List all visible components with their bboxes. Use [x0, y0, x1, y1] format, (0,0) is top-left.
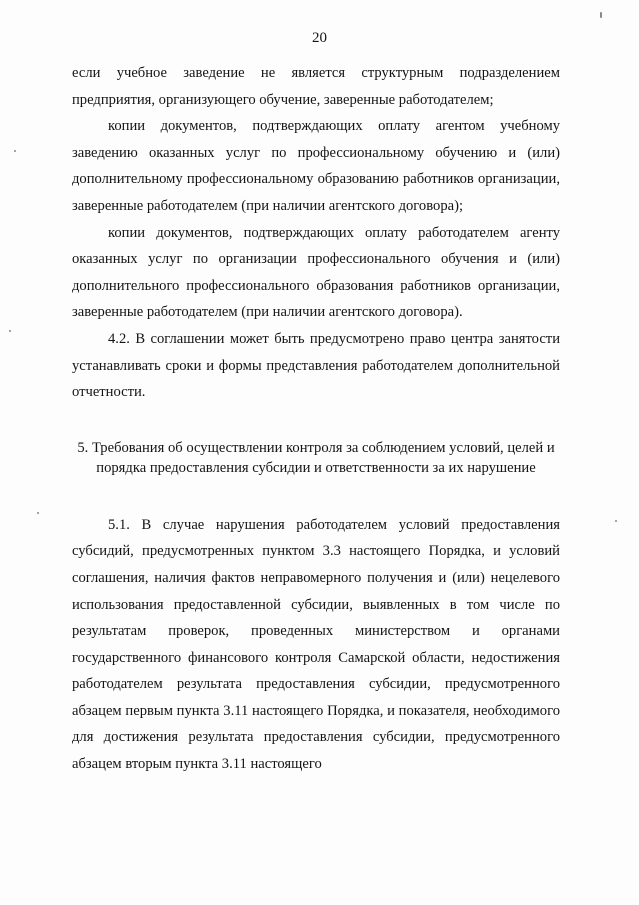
paragraph-1: если учебное заведение не является структурным подразделением предприятия, организующего обучение, заверенные работодателем;	[72, 65, 560, 108]
scan-speck	[600, 12, 602, 18]
section-title: 5. Требования об осуществлении контроля за соблюдением условий, целей и порядка предоставления субсидии и ответственности за их нарушение	[77, 439, 555, 476]
paragraph-2: копии документов, подтверждающих оплату агентом учебному заведению оказанных услуг по профессиональному обучению и (или) дополнительному профессиональному образованию работников организации, заверенные работодателем (при наличии агентского договора);	[72, 118, 560, 214]
scan-speck	[9, 330, 11, 332]
document-body	[72, 60, 560, 778]
paragraph-3: копии документов, подтверждающих оплату работодателем агенту оказанных услуг по организации профессионального обучения и (или) дополнительного профессионального образования работников организации, заверенные работодателем (при наличии агентского договора).	[72, 224, 560, 321]
page-number: 20	[312, 30, 327, 46]
scan-speck	[37, 512, 39, 514]
spacer	[72, 406, 560, 438]
scan-speck	[14, 150, 16, 152]
spacer	[72, 478, 560, 512]
paragraph-4: 4.2. В соглашении может быть предусмотрено право центра занятости устанавливать сроки и формы представления работодателем дополнительной отчетности.	[72, 330, 560, 401]
scan-speck	[615, 520, 617, 522]
paragraph-5: 5.1. В случае нарушения работодателем условий предоставления субсидий, предусмотренных пунктом 3.3 настоящего Порядка, и условий соглашения, наличия фактов неправомерного получения и (или) нецелевого использования предоставленной субсидии, выявленных в том числе по результатам проверок, проведенных министерством и органами государственного финансового контроля Самарской области, недостижения работодателем результата предоставления субсидии, предусмотренного абзацем первым пункта 3.11 настоящего Порядка, и показателя, необходимого для достижения результата предоставления субсидии, предусмотренного абзацем вторым пункта 3.11 настоящего	[72, 516, 560, 773]
